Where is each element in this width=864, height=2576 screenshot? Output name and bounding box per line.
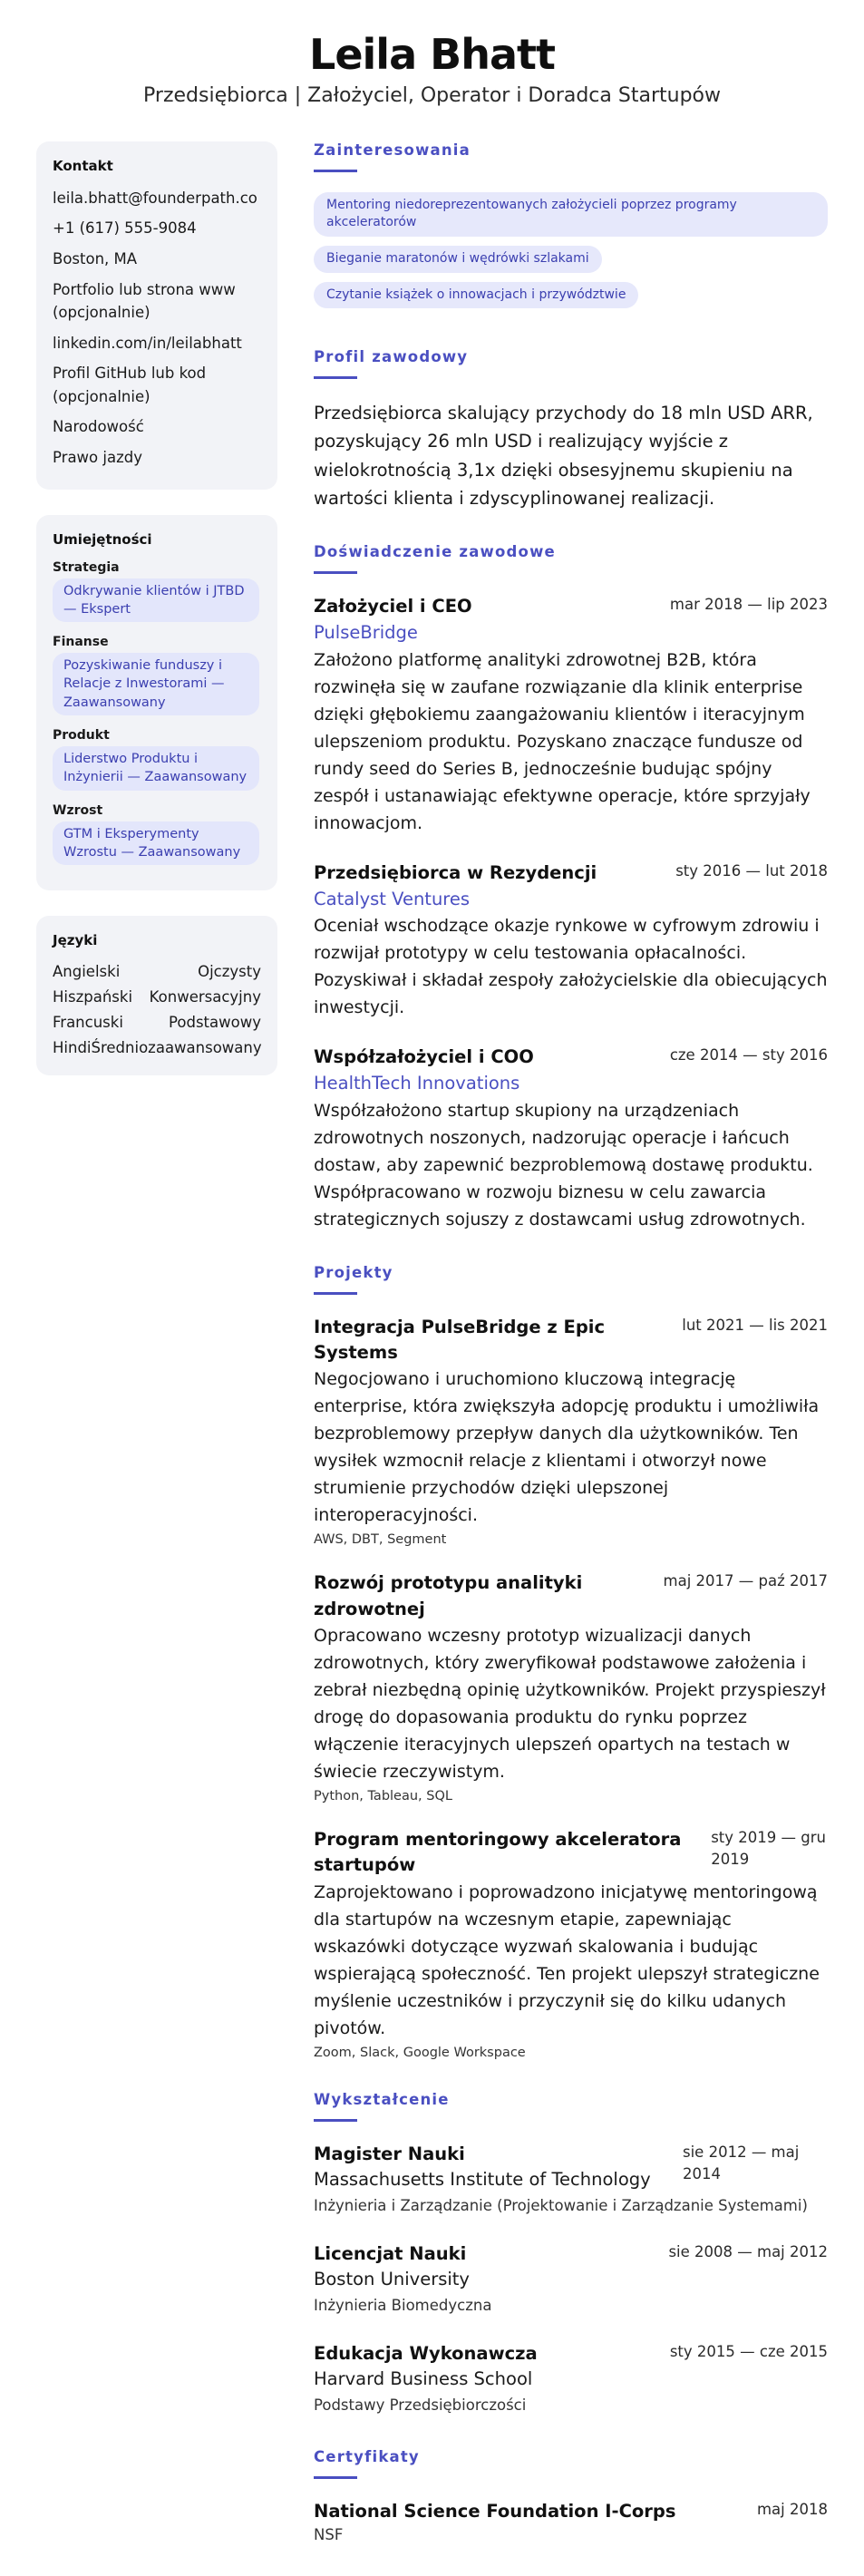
project-description: Zaprojektowano i poprowadzono inicjatywę mentoringową dla startupów na wczesnym etapie, zapewniając wskazówki dotyczące wyzwań skalowania i budując wspierającą społeczność. Ten projekt ulepszył strategiczne myślenie uczestników i przyczynił się do kilku udanych pivotów. xyxy=(314,1881,820,2038)
section-title: Projekty xyxy=(314,1263,393,1281)
skill-group-title: Finanse xyxy=(53,635,109,650)
candidate-name: Leila Bhatt xyxy=(309,30,555,79)
education-section xyxy=(314,2091,828,2417)
skill-group xyxy=(53,803,261,866)
section-title: Zainteresowania xyxy=(314,141,471,159)
company-name: PulseBridge xyxy=(314,622,418,644)
section-divider xyxy=(314,170,357,172)
certificate-name: National Science Foundation I-Corps xyxy=(314,2500,676,2522)
skill-group-title: Wzrost xyxy=(53,802,103,818)
project-tech: AWS, DBT, Segment xyxy=(314,1532,447,1548)
contact-license: Prawo jazdy xyxy=(53,448,142,466)
section-divider xyxy=(314,2119,357,2122)
contact-card xyxy=(36,141,277,490)
section-title: Profil zawodowy xyxy=(314,348,469,366)
project-entry xyxy=(314,1570,828,1803)
job-description: Współzałożono startup skupiony na urządzeniach zdrowotnych noszonych, nadzorując operacje i łańcuch dostaw, aby zapewnić bezproblemową dostawę produktu. Współpracowano w rozwoju biznesu w celu zawarcia strategicznych sojuszy z dostawcami usług zdrowotnych. xyxy=(314,1100,813,1230)
sidebar xyxy=(36,141,277,2576)
experience-entry xyxy=(314,1045,828,1233)
language-row xyxy=(53,961,261,983)
education-entry xyxy=(314,2142,828,2218)
section-title: Wykształcenie xyxy=(314,2090,450,2108)
contact-phone[interactable]: +1 (617) 555-9084 xyxy=(53,219,197,238)
job-description: Założono platformę analityki zdrowotnej B2B, która rozwinęła się w zaufane rozwiązanie dla klinik enterprise dzięki głębokiemu zaangażowaniu klientów i iteracyjnym ulepszeniom produktu. Pozyskano znaczące fundusze od rundy seed do Series B, jednocześnie budując spójny zespół i ustanawiając efektywne operacje, które sprzyjały innowacjom. xyxy=(314,649,811,833)
contact-portfolio[interactable]: Portfolio lub strona www (opcjonalnie) xyxy=(53,280,236,322)
education-entry xyxy=(314,2241,828,2318)
school-name: Harvard Business School xyxy=(314,2368,533,2390)
certificates-section xyxy=(314,2448,828,2545)
field-of-study: Inżynieria i Zarządzanie (Projektowanie i Zarządzanie Systemami) xyxy=(314,2197,808,2215)
section-title: Certyfikaty xyxy=(314,2447,420,2465)
project-entry xyxy=(314,1315,828,1548)
skill-group xyxy=(53,635,261,715)
project-entry xyxy=(314,1827,828,2060)
interest-tag: Bieganie maratonów i wędrówki szlakami xyxy=(314,246,602,273)
education-dates: sie 2008 — maj 2012 xyxy=(668,2242,828,2260)
project-tech: Zoom, Slack, Google Workspace xyxy=(314,2045,526,2060)
interest-tag: Mentoring niedoreprezentowanych założycieli poprzez programy akceleratorów xyxy=(314,192,828,237)
profile-summary: Przedsiębiorca skalujący przychody do 18 mln USD ARR, pozyskujący 26 mln USD i realizujący wyjście z wielokrotnością 3,1x dzięki obsesyjnemu skupieniu na wartości klienta i zdyscyplinowanej realizacji. xyxy=(314,403,813,509)
certificate-date: maj 2018 xyxy=(756,2500,828,2518)
languages-card xyxy=(36,916,277,1075)
project-dates: maj 2017 — paź 2017 xyxy=(663,1572,828,1590)
contact-email[interactable]: leila.bhatt@founderpath.co xyxy=(53,189,257,207)
skill-tag: GTM i Eksperymenty Wzrostu — Zaawansowany xyxy=(53,821,259,866)
skill-group xyxy=(53,728,261,791)
degree-title: Edukacja Wykonawcza xyxy=(314,2342,538,2364)
section-divider xyxy=(314,2476,357,2479)
contact-location: Boston, MA xyxy=(53,250,138,268)
language-name: Angielski xyxy=(53,963,121,981)
project-tech: Python, Tableau, SQL xyxy=(314,1789,452,1804)
education-dates: sie 2012 — maj 2014 xyxy=(683,2143,800,2182)
job-description: Oceniał wschodzące okazje rynkowe w cyfrowym zdrowiu i rozwijał prototypy w celu testowania opłacalności. Pozyskiwał i składał zespoły założycielskie dla obiecujących inwestycji. xyxy=(314,916,828,1018)
section-title: Doświadczenie zawodowe xyxy=(314,543,556,561)
resume-columns xyxy=(0,141,864,2576)
experience-section xyxy=(314,543,828,1233)
certificate-entry xyxy=(314,2499,828,2545)
main-content xyxy=(314,141,828,2576)
language-row xyxy=(53,987,261,1008)
skill-tag: Odkrywanie klientów i JTBD — Ekspert xyxy=(53,578,259,623)
job-title: Współzałożyciel i COO xyxy=(314,1046,534,1068)
language-name: Hiszpański xyxy=(53,988,133,1006)
candidate-headline: Przedsiębiorca | Założyciel, Operator i Doradca Startupów xyxy=(143,83,721,107)
contact-nationality: Narodowość xyxy=(53,418,144,436)
language-row xyxy=(53,1012,261,1034)
interest-list xyxy=(314,192,828,317)
company-name: HealthTech Innovations xyxy=(314,1073,520,1094)
project-name: Integracja PulseBridge z Epic Systems xyxy=(314,1316,606,1364)
profile-section xyxy=(314,348,828,512)
projects-section xyxy=(314,1264,828,2060)
language-name: Hindi xyxy=(53,1038,92,1056)
experience-entry xyxy=(314,594,828,837)
contact-title: Kontakt xyxy=(53,157,113,174)
company-name: Catalyst Ventures xyxy=(314,888,471,909)
language-level: Ojczysty xyxy=(198,963,261,981)
section-divider xyxy=(314,1292,357,1295)
school-name: Massachusetts Institute of Technology xyxy=(314,2168,651,2190)
job-dates: cze 2014 — sty 2016 xyxy=(669,1046,828,1064)
project-dates: lut 2021 — lis 2021 xyxy=(682,1316,828,1334)
education-entry xyxy=(314,2341,828,2417)
language-row xyxy=(53,1037,261,1059)
section-divider xyxy=(314,376,357,379)
skills-title: Umiejętności xyxy=(53,530,152,548)
field-of-study: Inżynieria Biomedyczna xyxy=(314,2297,492,2315)
project-description: Opracowano wczesny prototyp wizualizacji danych zdrowotnych, który zweryfikował podstawowe założenia i zebrał niezbędną opinię użytkowników. Projekt przyspieszył drogę do dopasowania produktu do rynku poprzez włączenie iteracyjnych ulepszeń opartych na testach w świecie rzeczywistym. xyxy=(314,1625,826,1783)
project-name: Program mentoringowy akceleratora startupów xyxy=(314,1829,682,1876)
skill-group-title: Strategia xyxy=(53,559,120,575)
language-level: Podstawowy xyxy=(169,1014,261,1032)
skill-tag: Pozyskiwanie funduszy i Relacje z Inwestorami — Zaawansowany xyxy=(53,653,259,715)
interest-tag: Czytanie książek o innowacjach i przywództwie xyxy=(314,282,638,309)
experience-entry xyxy=(314,860,828,1022)
school-name: Boston University xyxy=(314,2269,470,2290)
project-name: Rozwój prototypu analityki zdrowotnej xyxy=(314,1572,583,1619)
skills-card xyxy=(36,515,277,891)
language-level: Konwersacyjny xyxy=(149,988,261,1006)
contact-linkedin[interactable]: linkedin.com/in/leilabhatt xyxy=(53,334,242,352)
degree-title: Licencjat Nauki xyxy=(314,2242,467,2264)
education-dates: sty 2015 — cze 2015 xyxy=(669,2342,828,2360)
language-name: Francuski xyxy=(53,1014,123,1032)
contact-github[interactable]: Profil GitHub lub kod (opcjonalnie) xyxy=(53,365,207,405)
project-dates: sty 2019 — gru 2019 xyxy=(711,1829,826,1868)
languages-title: Języki xyxy=(53,932,98,949)
section-divider xyxy=(314,571,357,574)
interests-section xyxy=(314,141,828,317)
project-description: Negocjowano i uruchomiono kluczową integrację enterprise, która zwiększyła adopcję produktu i umożliwiła bezproblemowy przepływ danych dla użytkowników. Ten wysiłek wzmocnił relacje z klientami i otworzył nowe strumienie przychodów dzięki ulepszonej interoperacyjności. xyxy=(314,1369,820,1526)
language-level: Średniozaawansowany xyxy=(91,1038,262,1056)
job-title: Przedsiębiorca w Rezydencji xyxy=(314,861,597,883)
skill-group-title: Produkt xyxy=(53,728,110,743)
job-dates: mar 2018 — lip 2023 xyxy=(669,596,828,614)
certificate-issuer: NSF xyxy=(314,2526,344,2544)
field-of-study: Podstawy Przedsiębiorczości xyxy=(314,2396,527,2415)
resume-header xyxy=(0,0,864,107)
job-title: Założyciel i CEO xyxy=(314,596,472,617)
job-dates: sty 2016 — lut 2018 xyxy=(675,861,828,880)
skill-tag: Liderstwo Produktu i Inżynierii — Zaawansowany xyxy=(53,746,259,791)
degree-title: Magister Nauki xyxy=(314,2143,465,2164)
skill-group xyxy=(53,560,261,623)
